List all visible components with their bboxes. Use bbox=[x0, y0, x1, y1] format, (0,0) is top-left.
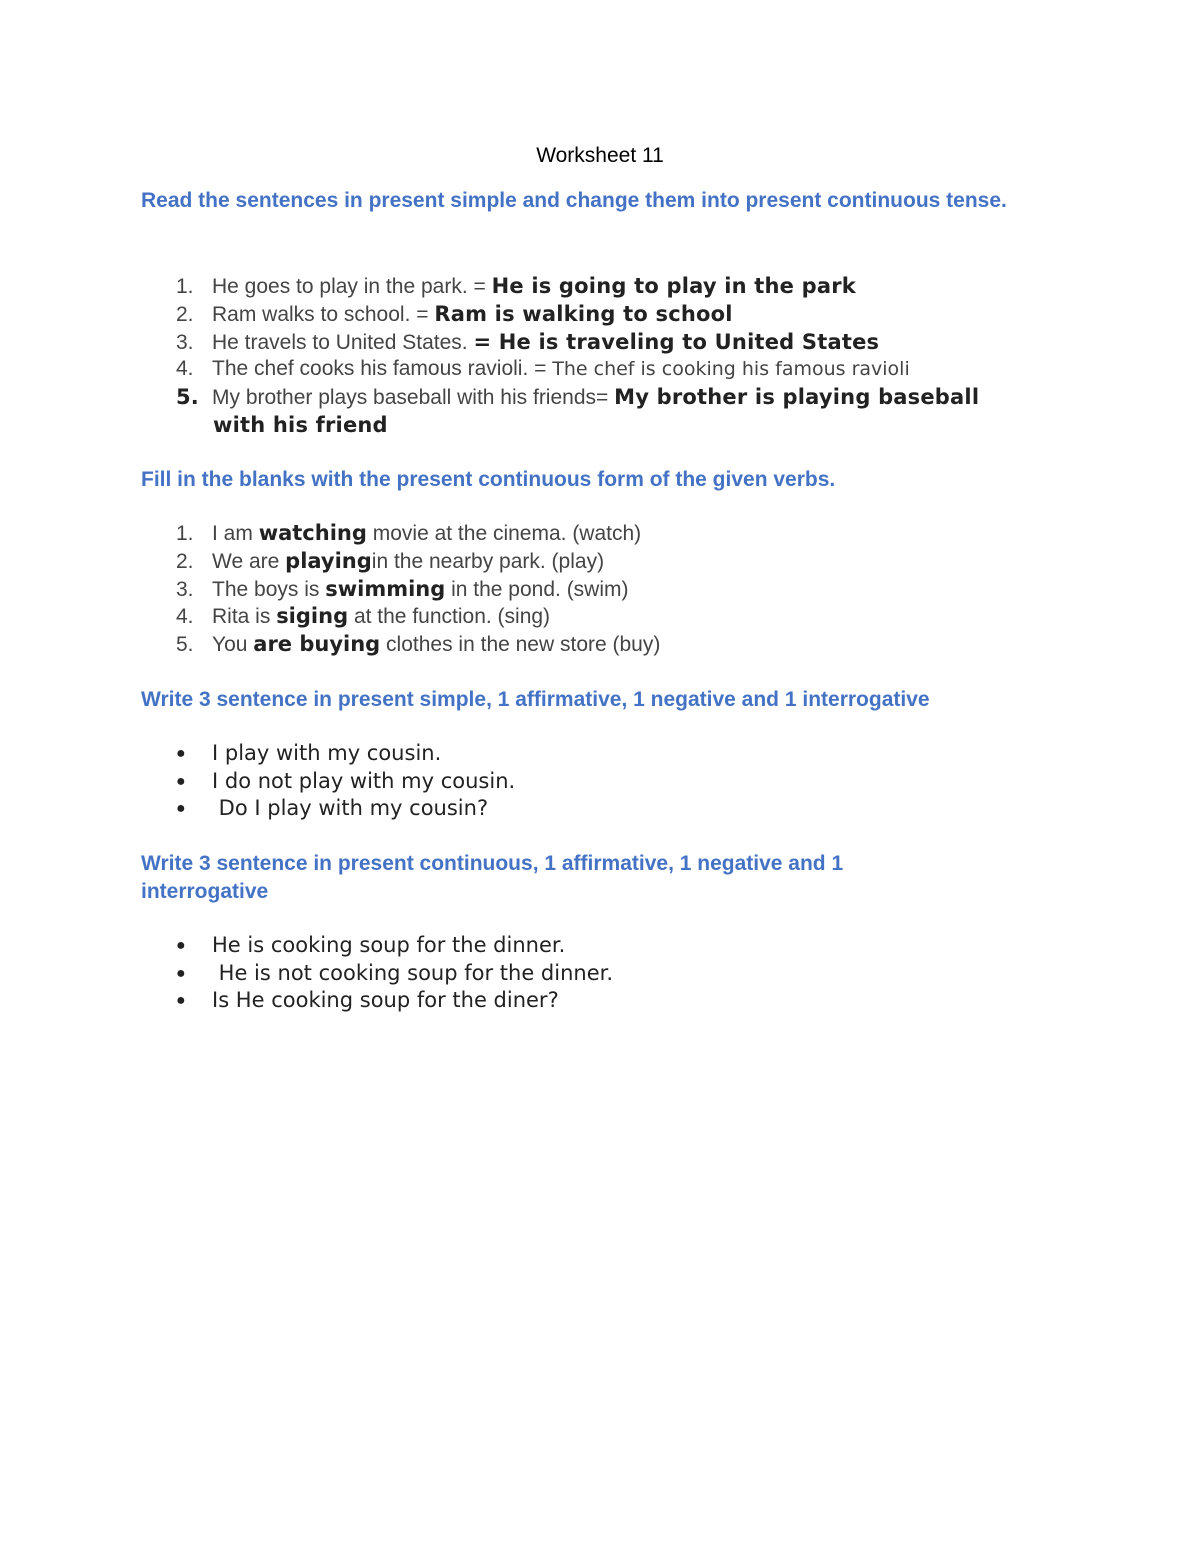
list-item bbox=[176, 602, 1036, 631]
item-number: 1. bbox=[176, 522, 194, 545]
bullet-icon: ● bbox=[176, 992, 186, 1009]
list-item bbox=[176, 272, 1036, 301]
sentence-text: Is He cooking soup for the diner? bbox=[212, 988, 559, 1012]
list-item bbox=[176, 986, 1036, 1017]
sentence-before: We are bbox=[212, 550, 286, 573]
item-number: 5. bbox=[176, 385, 199, 409]
list-item bbox=[176, 575, 1036, 604]
item-number: 3. bbox=[176, 331, 194, 354]
bullet-icon: ● bbox=[176, 745, 186, 762]
section4-heading-line1: Write 3 sentence in present continuous, 1 affirmative, 1 negative and 1 bbox=[141, 852, 844, 875]
question-text: The chef cooks his famous ravioli. = bbox=[212, 357, 553, 380]
list-item bbox=[176, 931, 1036, 962]
sentence-after: at the function. (sing) bbox=[348, 605, 551, 628]
bullet-icon: ● bbox=[176, 965, 186, 982]
sentence-text: Do I play with my cousin? bbox=[212, 796, 489, 820]
answer-continuation: with his friend bbox=[213, 413, 388, 437]
question-text: Ram walks to school. = bbox=[212, 303, 435, 326]
sentence-after: movie at the cinema. (watch) bbox=[366, 522, 642, 545]
sentence-before: Rita is bbox=[212, 605, 277, 628]
list-item bbox=[176, 794, 1036, 825]
sentence-text: I play with my cousin. bbox=[212, 741, 442, 765]
section4-heading-line2: interrogative bbox=[141, 880, 269, 903]
item-number: 4. bbox=[176, 605, 194, 628]
sentence-before: You bbox=[212, 633, 254, 656]
item-number: 4. bbox=[176, 357, 194, 380]
list-item bbox=[176, 519, 1036, 548]
question-text: He goes to play in the park. = bbox=[212, 275, 492, 298]
item-number: 2. bbox=[176, 550, 194, 573]
filled-blank: siging bbox=[276, 604, 349, 628]
sentence-text: I do not play with my cousin. bbox=[212, 769, 516, 793]
bullet-icon: ● bbox=[176, 800, 186, 817]
item-number: 3. bbox=[176, 578, 194, 601]
bullet-icon: ● bbox=[176, 773, 186, 790]
section3-heading: Write 3 sentence in present simple, 1 affirmative, 1 negative and 1 interrogative bbox=[141, 688, 930, 711]
answer-text: = He is traveling to United States bbox=[473, 330, 880, 354]
sentence-after: clothes in the new store (buy) bbox=[380, 633, 661, 656]
section1-heading: Read the sentences in present simple and change them into present continuous tense. bbox=[141, 189, 1007, 212]
sentence-after: in the nearby park. (play) bbox=[371, 550, 605, 573]
bullet-icon: ● bbox=[176, 937, 186, 954]
filled-blank: are buying bbox=[253, 632, 381, 656]
answer-text: My brother is playing baseball bbox=[614, 385, 980, 409]
list-item bbox=[176, 355, 1036, 383]
section4-heading bbox=[141, 850, 1051, 906]
list-item bbox=[176, 328, 1036, 357]
list-item bbox=[176, 630, 1036, 659]
filled-blank: swimming bbox=[325, 577, 446, 601]
question-text: He travels to United States. bbox=[212, 331, 474, 354]
sentence-before: I am bbox=[212, 522, 259, 545]
item-number: 5. bbox=[176, 633, 194, 656]
answer-text: Ram is walking to school bbox=[434, 302, 733, 326]
list-item bbox=[176, 547, 1036, 576]
list-item bbox=[176, 383, 1036, 412]
sentence-after: in the pond. (swim) bbox=[445, 578, 629, 601]
page-title: Worksheet 11 bbox=[536, 144, 664, 167]
filled-blank: playing bbox=[285, 549, 372, 573]
sentence-text: He is cooking soup for the dinner. bbox=[212, 933, 566, 957]
filled-blank: watching bbox=[258, 521, 367, 545]
sentence-text: He is not cooking soup for the dinner. bbox=[212, 961, 614, 985]
item-number: 1. bbox=[176, 275, 194, 298]
question-text: My brother plays baseball with his friends= bbox=[212, 386, 615, 409]
sentence-before: The boys is bbox=[212, 578, 326, 601]
list-item bbox=[176, 300, 1036, 329]
answer-text: The chef is cooking his famous ravioli bbox=[552, 358, 910, 380]
list-item bbox=[176, 739, 1036, 770]
section2-heading: Fill in the blanks with the present continuous form of the given verbs. bbox=[141, 468, 836, 491]
answer-text: He is going to play in the park bbox=[491, 274, 856, 298]
item-number: 2. bbox=[176, 303, 194, 326]
